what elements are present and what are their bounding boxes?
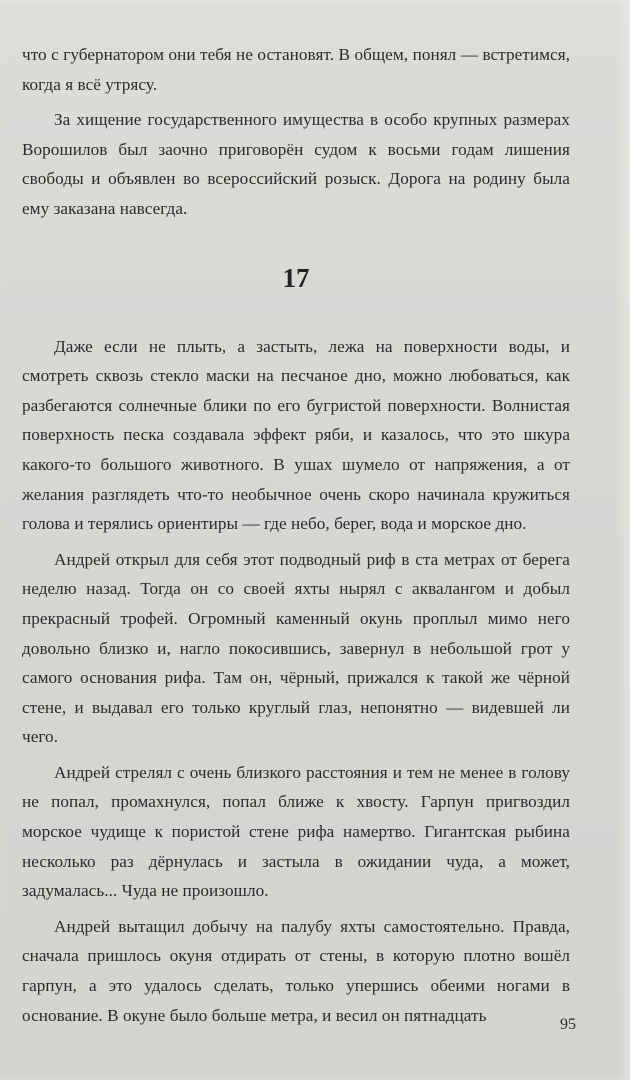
paragraph: Даже если не плыть, а застыть, лежа на поверхности воды, и смотреть сквозь стекло маски на песчаное дно, можно любоваться, как разбегаются солнечные блики по его бугристой поверхности. Волнистая поверхность песка создавала эффект ряби, и казалось, что это шкура какого-то большого животного. В ушах шумело от напряжения, а от желания разглядеть что-то необычное очень скоро начинала кружиться голова и терялись ориентиры — где небо, берег, вода и морское дно.	[22, 336, 570, 534]
paragraph-continuation: что с губернатором они тебя не остановят. В общем, понял — встретимся, когда я всё утрясу.	[22, 45, 570, 94]
paragraph: Андрей открыл для себя этот подводный риф в ста метрах от берега неделю назад. Тогда он со своей яхты нырял с аквалангом и добыл прекрасный трофей. Огромный каменный окунь проплыл мимо него довольно близко и, нагло покосившись, завернул в небольшой грот у самого основания рифа. Там он, чёрный, прижался к такой же чёрной стене, и выдавал его только круглый глаз, непонятно — видевшей ли чего.	[22, 549, 570, 747]
page-number: 95	[560, 1016, 576, 1033]
paragraph: За хищение государственного имущества в особо крупных размерах Ворошилов был заочно приговорён судом к восьми годам лишения свободы и объявлен во всероссийский розыск. Дорога на родину была ему заказана навсегда.	[22, 110, 570, 218]
paragraph: Андрей стрелял с очень близкого расстояния и тем не менее в голову не попал, промахнулся, попал ближе к хвосту. Гарпун пригвоздил морское чудище к пористой стене рифа намертво. Гигантская рыбина несколько раз дёрнулась и застыла в ожидании чуда, а может, задумалась... Чуда не произошло.	[22, 762, 570, 901]
chapter-number: 17	[282, 262, 310, 293]
page-text	[22, 40, 570, 1030]
paragraph: Андрей вытащил добычу на палубу яхты самостоятельно. Правда, сначала пришлось окуня отдирать от стены, в которую плотно вошёл гарпун, а это удалось сделать, только упершись обеими ногами в основание. В окуне было больше метра, и весил он пятнадцать	[22, 916, 570, 1025]
